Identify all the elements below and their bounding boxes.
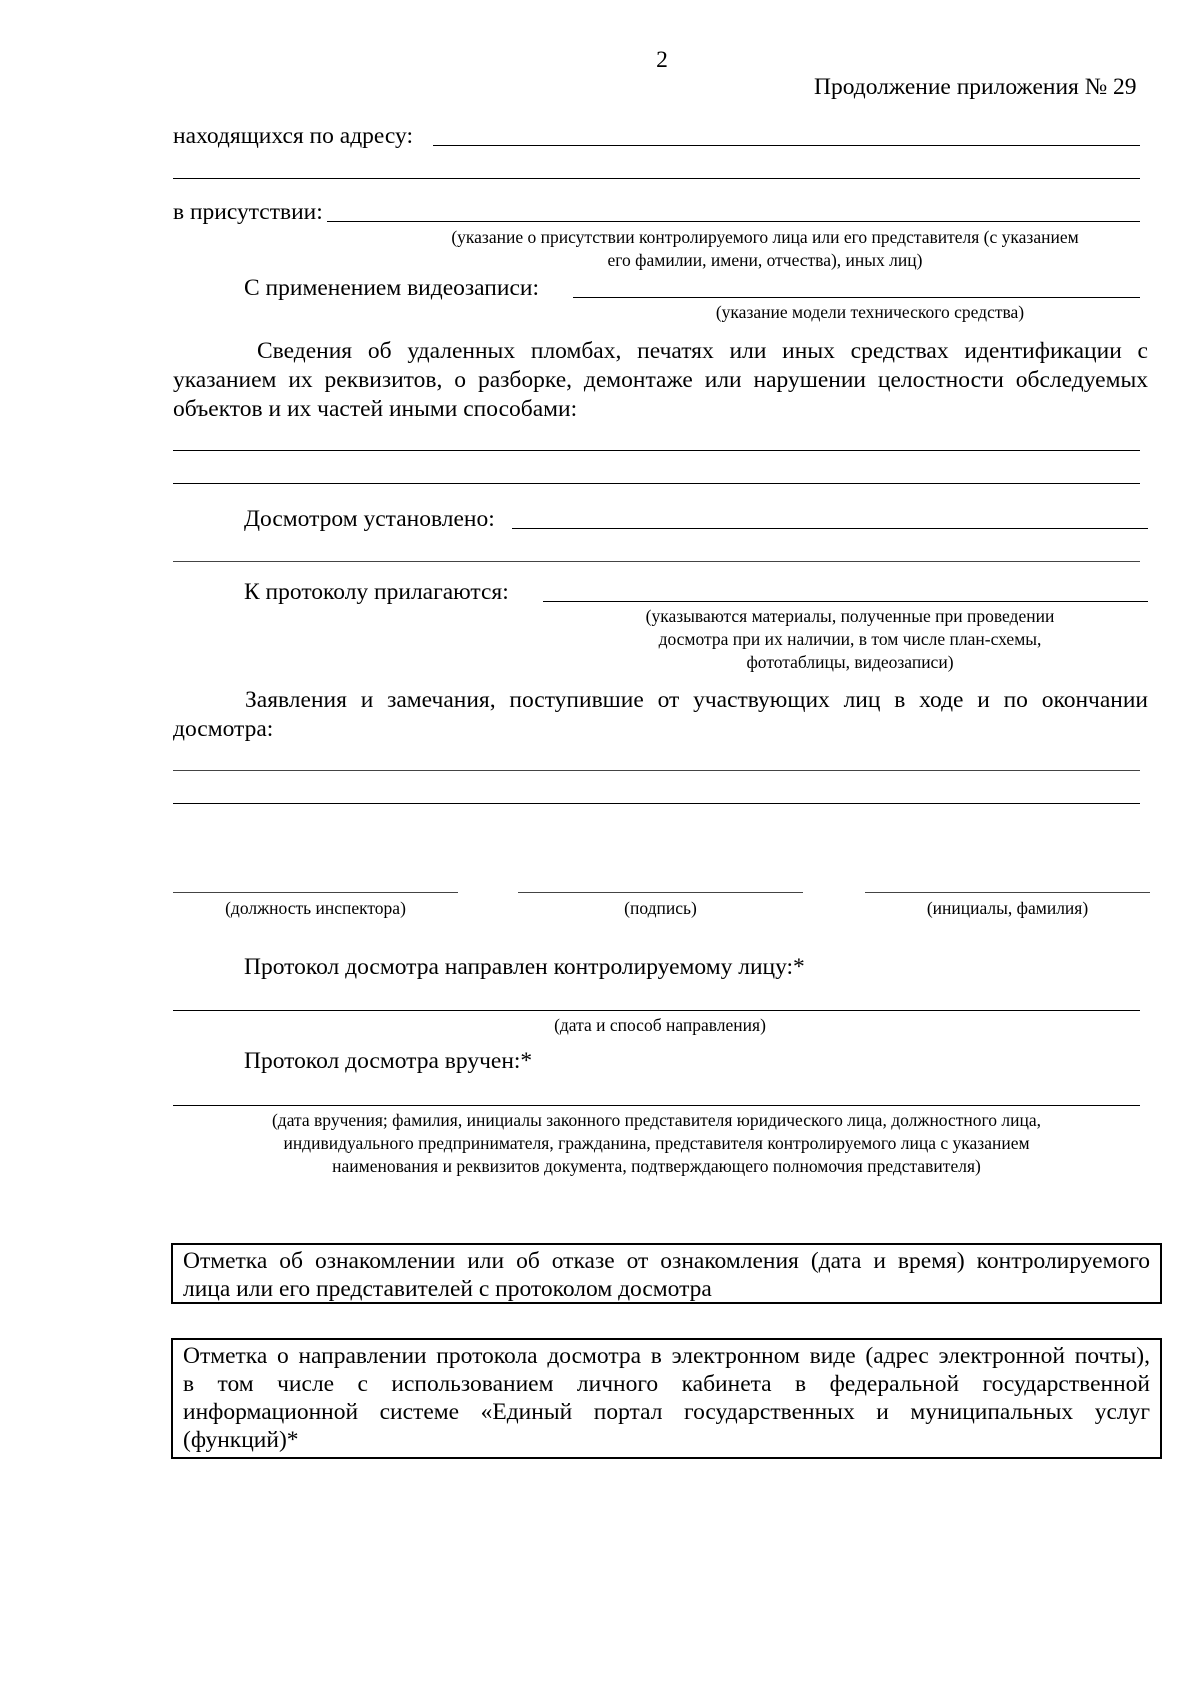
attachments-hint-3: фототаблицы, видеозаписи): [746, 652, 954, 672]
signature-line[interactable]: [518, 892, 803, 893]
page-number: 2: [656, 47, 668, 73]
statements-line: досмотра:: [173, 716, 274, 742]
video-label: С применением видеозаписи:: [244, 275, 539, 301]
seals-paragraph: [173, 337, 1148, 424]
delivered-hint-2: индивидуального предпринимателя, гражданина, представителя контролируемого лица с указанием: [283, 1133, 1030, 1153]
statements-line: Заявления и замечания, поступившие от участвующих лиц в ходе и по окончании: [245, 687, 1148, 713]
address-label: находящихся по адресу:: [173, 123, 414, 149]
inspector-position-line[interactable]: [173, 892, 458, 893]
electronic-delivery-box: [171, 1338, 1162, 1459]
established-field-line-2[interactable]: [173, 561, 1140, 562]
attachments-hint: (указываются материалы, полученные при проведении: [645, 606, 1055, 626]
electronic-delivery-line: (функций)*: [183, 1427, 299, 1453]
delivered-hint: (дата вручения; фамилия, инициалы законного представителя юридического лица, должностного лица,: [271, 1110, 1041, 1130]
acknowledgement-line: лица или его представителей с протоколом досмотра: [183, 1276, 712, 1302]
video-hint: (указание модели технического средства): [715, 302, 1025, 322]
electronic-delivery-line: Отметка о направлении протокола досмотра в электронном виде (адрес электронной почты),: [183, 1343, 1150, 1369]
acknowledgement-line: Отметка об ознакомлении или об отказе от ознакомления (дата и время) контролируемого: [183, 1248, 1150, 1274]
name-line[interactable]: [865, 892, 1150, 893]
signature-caption: (подпись): [624, 898, 697, 918]
appendix-continuation: Продолжение приложения № 29: [814, 74, 1137, 100]
sent-field-line[interactable]: [173, 1010, 1140, 1011]
attachments-field-line[interactable]: [543, 601, 1148, 602]
inspector-position-caption: (должность инспектора): [225, 898, 406, 918]
electronic-delivery-line: в том числе с использованием личного кабинета в федеральной государственной: [183, 1371, 1150, 1397]
seals-field-line-2[interactable]: [173, 483, 1140, 484]
statements-field-line[interactable]: [173, 770, 1140, 771]
sent-hint: (дата и способ направления): [554, 1015, 766, 1035]
sent-label: Протокол досмотра направлен контролируемому лицу:*: [244, 954, 805, 980]
established-label: Досмотром установлено:: [244, 506, 495, 532]
delivered-hint-3: наименования и реквизитов документа, подтверждающего полномочия представителя): [332, 1156, 981, 1176]
established-field-line[interactable]: [512, 528, 1148, 529]
delivered-label: Протокол досмотра вручен:*: [244, 1048, 533, 1074]
presence-label: в присутствии:: [173, 199, 323, 225]
acknowledgement-box: [171, 1243, 1162, 1304]
presence-hint-2: его фамилии, имени, отчества), иных лиц): [607, 250, 923, 270]
attachments-label: К протоколу прилагаются:: [244, 579, 509, 605]
attachments-hint-2: досмотра при их наличии, в том числе план-схемы,: [658, 629, 1042, 649]
address-field-line[interactable]: [433, 145, 1140, 146]
seals-line: указанием их реквизитов, о разборке, демонтаже или нарушении целостности обследуемых: [173, 367, 1148, 393]
seals-line: Сведения об удаленных пломбах, печатях или иных средствах идентификации с: [257, 338, 1148, 364]
delivered-field-line[interactable]: [173, 1105, 1140, 1106]
presence-field-line[interactable]: [327, 221, 1140, 222]
address-field-line-2[interactable]: [173, 178, 1140, 179]
video-field-line[interactable]: [573, 297, 1140, 298]
name-caption: (инициалы, фамилия): [926, 898, 1089, 918]
seals-field-line[interactable]: [173, 450, 1140, 451]
statements-paragraph: [173, 686, 1148, 744]
electronic-delivery-line: информационной системе «Единый портал государственных и муниципальных услуг: [183, 1399, 1150, 1425]
statements-field-line-2[interactable]: [173, 803, 1140, 804]
seals-line: объектов и их частей иными способами:: [173, 396, 578, 422]
presence-hint: (указание о присутствии контролируемого лица или его представителя (с указанием: [451, 227, 1079, 247]
